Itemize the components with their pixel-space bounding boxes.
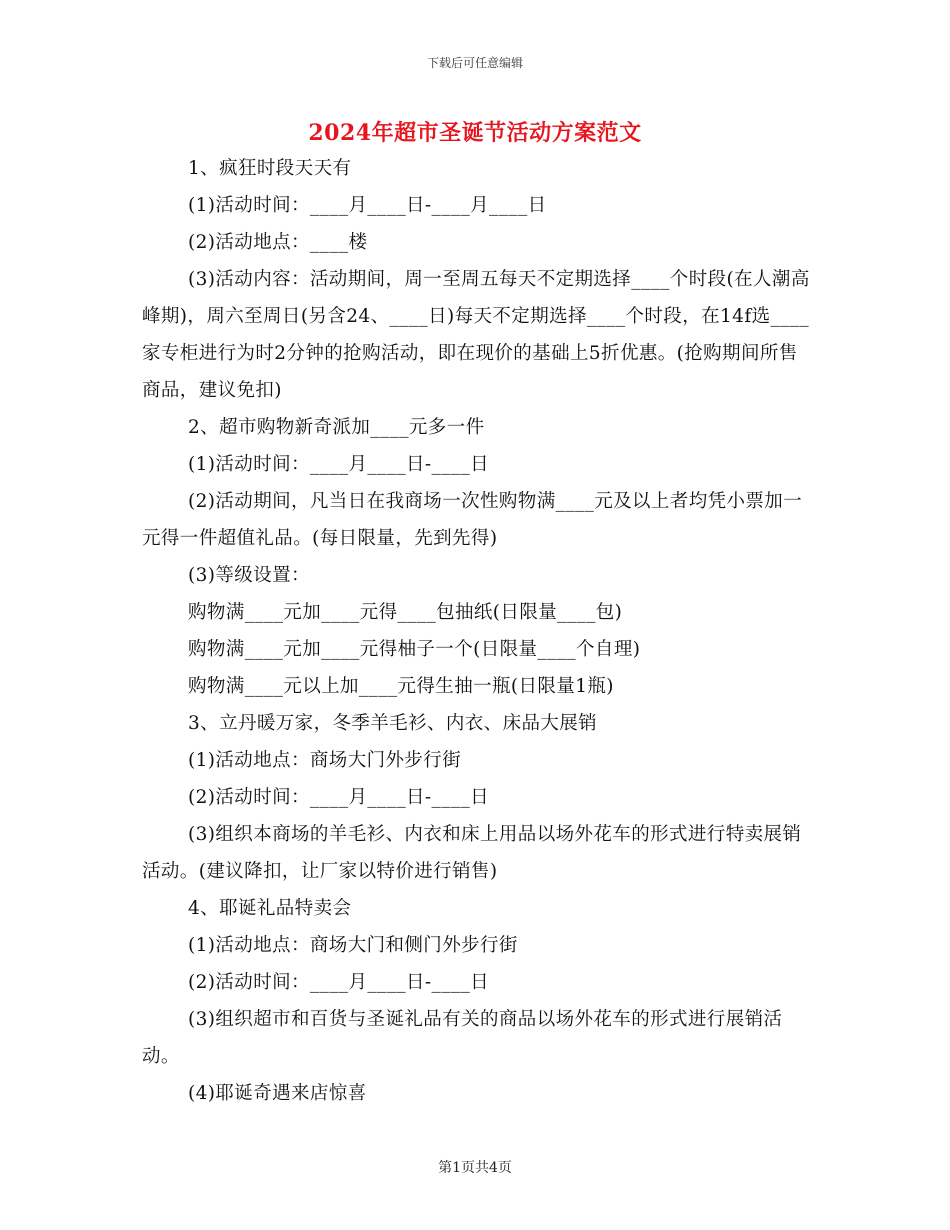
paragraph: (1)活动时间：____月____日-____日 [188, 454, 490, 475]
paragraph: (3)等级设置： [188, 565, 310, 586]
paragraph: (2)活动地点：____楼 [188, 232, 368, 253]
document-body [142, 150, 810, 1112]
paragraph: (2)活动时间：____月____日-____日 [188, 787, 490, 808]
paragraph: (3)组织超市和百货与圣诞礼品有关的商品以场外花车的形式进行展销活动。 [142, 1009, 783, 1067]
section-heading: 1、疯狂时段天天有 [188, 158, 352, 179]
paragraph: (1)活动地点：商场大门和侧门外步行街 [188, 935, 518, 956]
paragraph: 购物满____元加____元得____包抽纸(日限量____包) [188, 602, 623, 623]
header-note: 下载后可任意编辑 [426, 56, 523, 70]
paragraph: 购物满____元以上加____元得生抽一瓶(日限量1瓶) [188, 676, 614, 697]
section-heading: 3、立丹暖万家，冬季羊毛衫、内衣、床品大展销 [188, 713, 598, 734]
paragraph: (3)组织本商场的羊毛衫、内衣和床上用品以场外花车的形式进行特卖展销活动。(建议降扣，让厂家以特价进行销售) [142, 824, 802, 882]
paragraph: (1)活动时间：____月____日-____月____日 [188, 195, 547, 216]
section-heading: 4、耶诞礼品特卖会 [188, 898, 352, 919]
page-footer: 第1页共4页 [438, 1160, 512, 1176]
paragraph: (4)耶诞奇遇来店惊喜 [188, 1083, 367, 1104]
paragraph: (3)活动内容：活动期间，周一至周五每天不定期选择____个时段(在人潮高峰期)，周六至周日(另含24、____日)每天不定期选择____个时段，在14f选____家专柜进行为时2分钟的抢购活动，即在现价的基础上5折优惠。(抢购期间所售商品，建议免扣) [142, 269, 810, 401]
document-title: 2024年超市圣诞节活动方案范文 [308, 120, 642, 146]
paragraph: (1)活动地点：商场大门外步行街 [188, 750, 462, 771]
paragraph: 购物满____元加____元得柚子一个(日限量____个自理) [188, 639, 641, 660]
section-heading: 2、超市购物新奇派加____元多一件 [188, 417, 485, 438]
paragraph: (2)活动期间，凡当日在我商场一次性购物满____元及以上者均凭小票加一元得一件超值礼品。(每日限量，先到先得) [142, 491, 803, 549]
paragraph: (2)活动时间：____月____日-____日 [188, 972, 490, 993]
